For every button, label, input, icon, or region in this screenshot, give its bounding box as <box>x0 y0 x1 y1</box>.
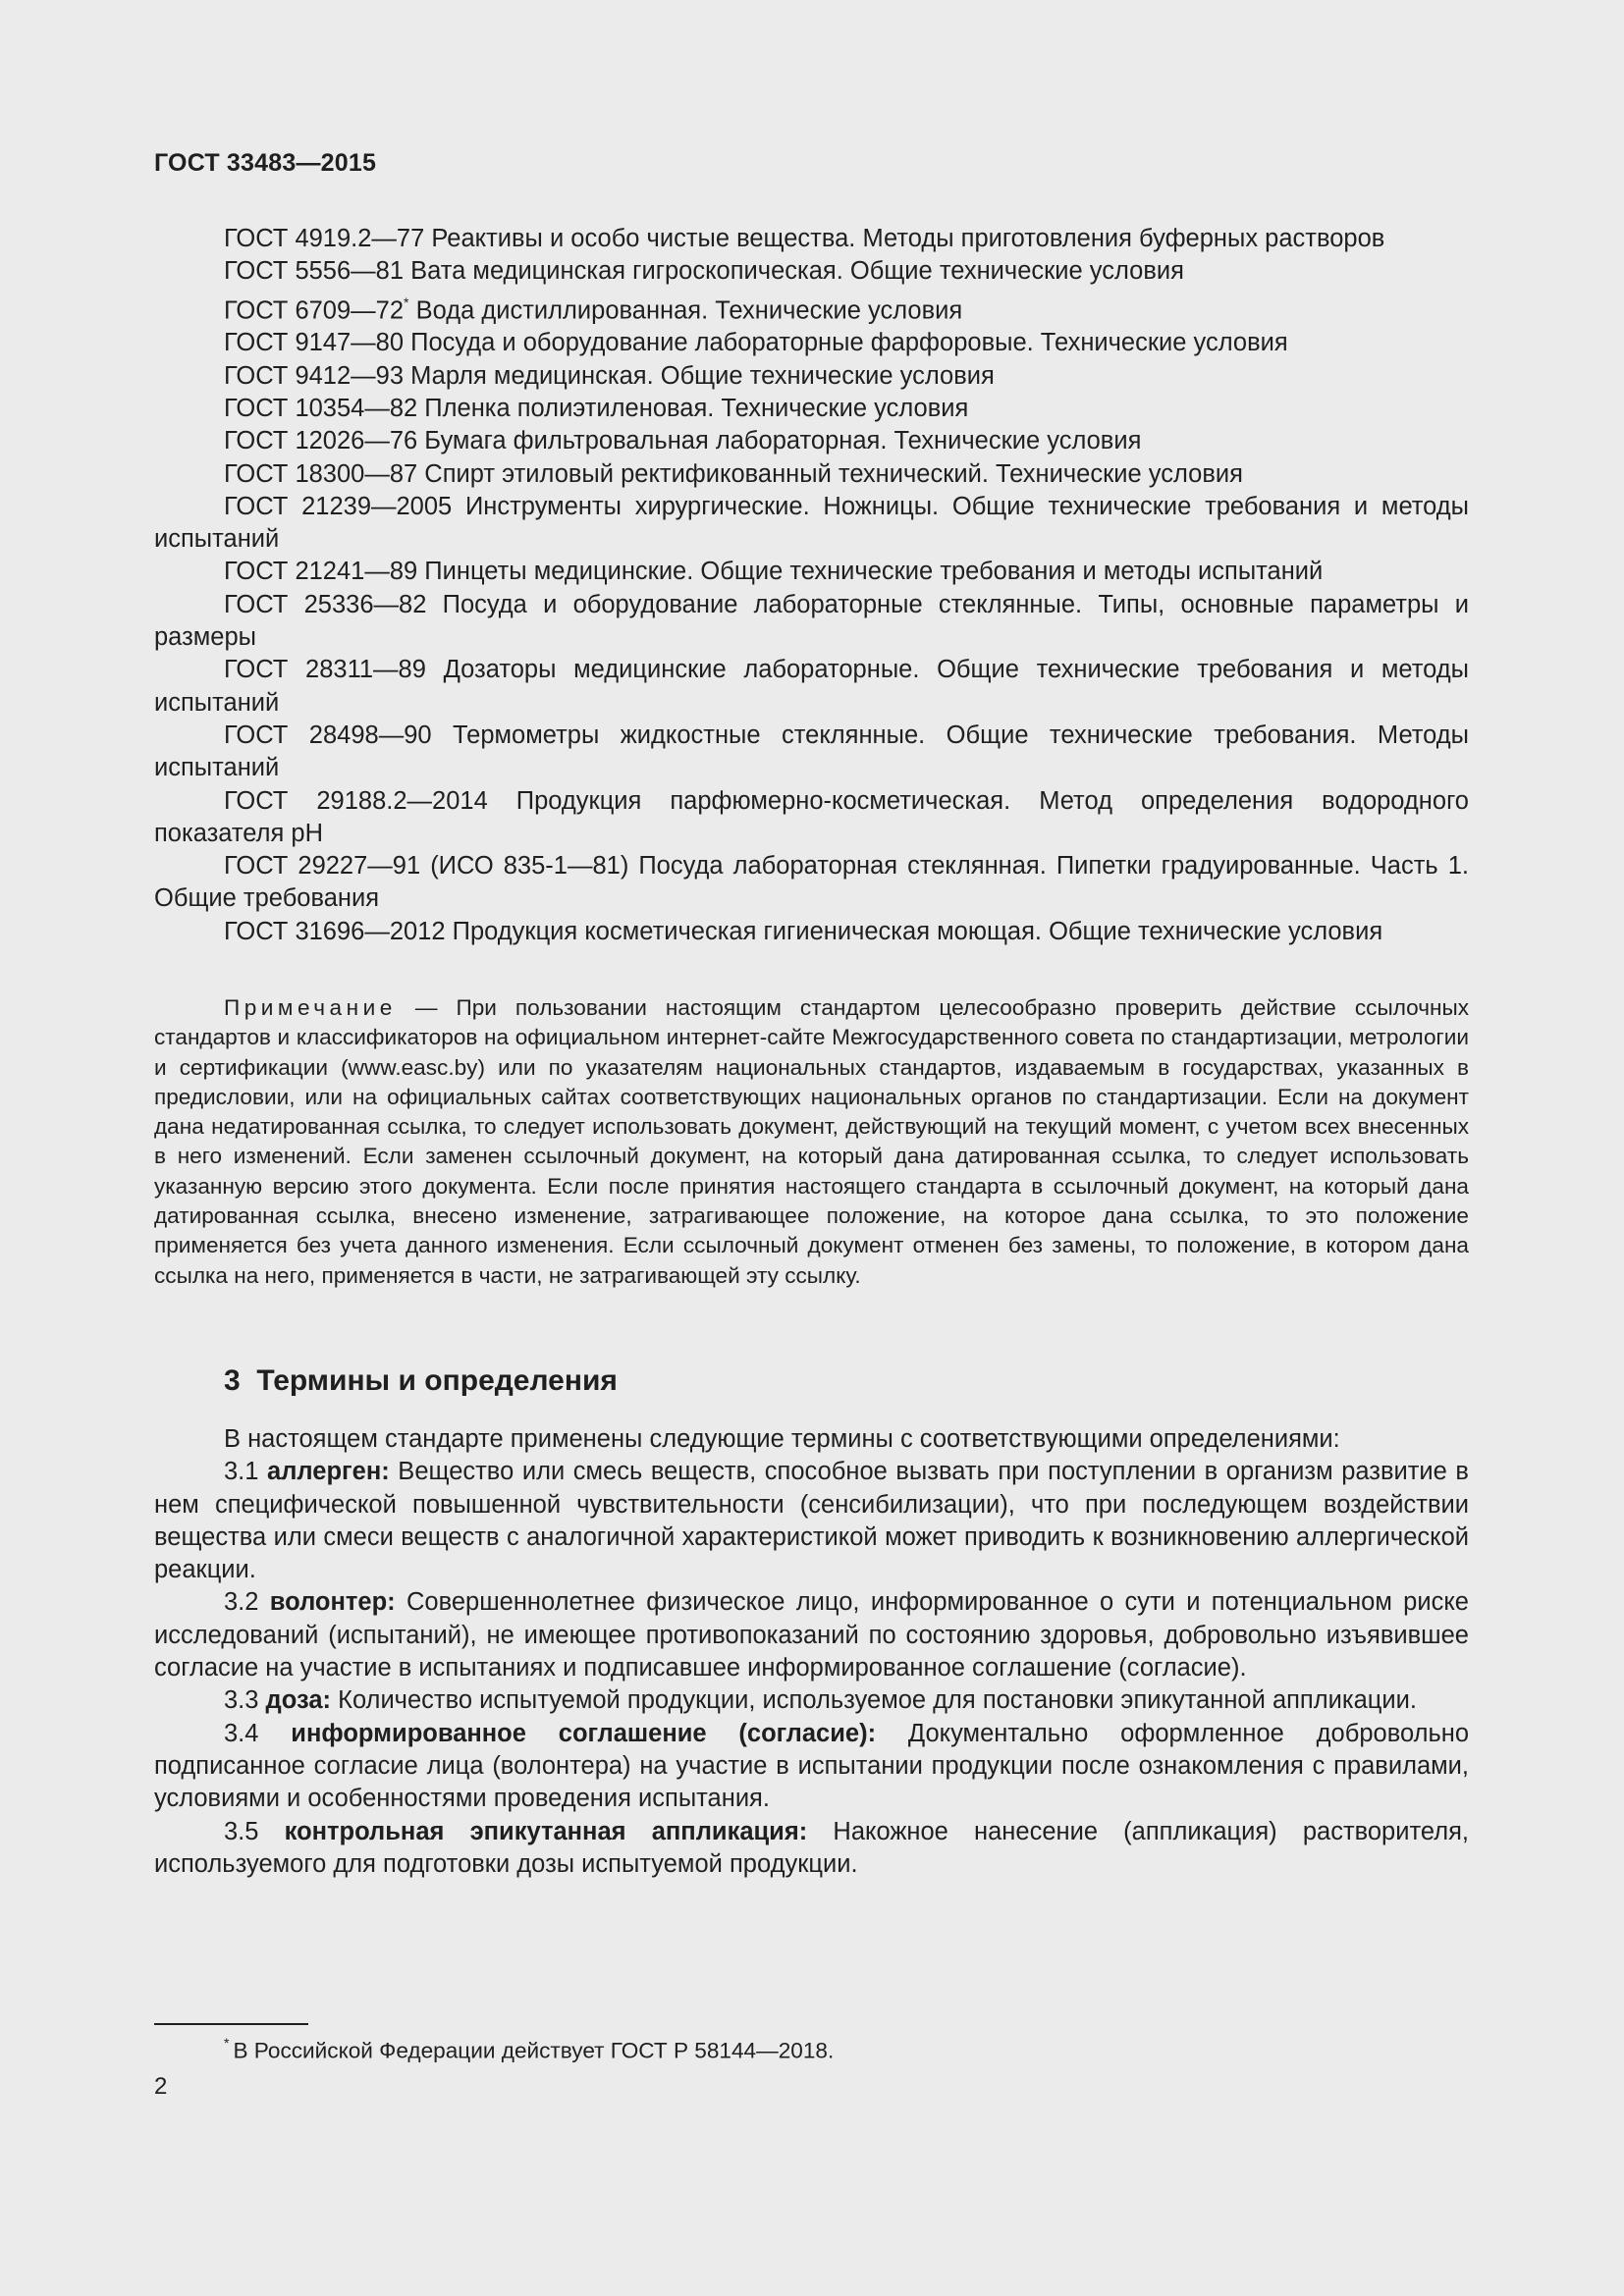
footnote-divider <box>154 2023 308 2025</box>
term-definition: Количество испытуемой продукции, используемое для постановки эпикутанной аппликации. <box>331 1686 1417 1715</box>
reference-item: ГОСТ 9147—80 Посуда и оборудование лабораторные фарфоровые. Технические условия <box>224 329 1288 357</box>
term-name: аллерген: <box>267 1458 390 1486</box>
term-name: контрольная эпикутанная аппликация: <box>284 1817 808 1845</box>
reference-item: ГОСТ 29188.2—2014 Продукция парфюмерно-косметическая. Метод определения водородного показателя pH <box>154 786 1469 847</box>
term-entry <box>154 1456 1469 1586</box>
term-entry <box>154 1684 1469 1717</box>
reference-item: ГОСТ 28311—89 Дозаторы медицинские лабораторные. Общие технические требования и методы испытаний <box>154 656 1469 717</box>
section-number: 3 <box>224 1364 241 1397</box>
footnote-text: В Российской Федерации действует ГОСТ Р 58144—2018. <box>233 2038 835 2063</box>
note-block <box>154 993 1469 1291</box>
term-definition: Накожное нанесение (аппликация) растворителя, используемого для подготовки дозы испытуемой продукции. <box>154 1817 1469 1878</box>
reference-item: ГОСТ 9412—93 Марля медицинская. Общие технические условия <box>224 361 995 390</box>
term-definition: Совершеннолетнее физическое лицо, информированное о сути и потенциальном риске исследований (испытаний), не имеющее противопоказаний по состоянию здоровья, добровольно изъявившее согласие на участие в испытаниях и подписавшее информированное соглашение (согласие). <box>154 1588 1469 1682</box>
term-definition: Документально оформленное добровольно подписанное согласие лица (волонтера) на участие в испытании продукции после ознакомления с правилами, условиями и особенностями проведения испытания. <box>154 1719 1470 1813</box>
reference-item: ГОСТ 21241—89 Пинцеты медицинские. Общие технические требования и методы испытаний <box>224 558 1324 586</box>
reference-item: ГОСТ 31696—2012 Продукция косметическая гигиеническая моющая. Общие технические условия <box>224 917 1383 945</box>
reference-item <box>154 289 1469 328</box>
note-label: Примечание <box>224 995 397 1020</box>
term-name: информированное соглашение (согласие): <box>291 1719 877 1747</box>
note-paragraph <box>154 993 1469 1291</box>
reference-text: Вода дистиллированная. Технические условия <box>408 296 963 325</box>
term-entry <box>154 1718 1469 1816</box>
term-name: доза: <box>265 1686 331 1715</box>
document-header: ГОСТ 33483—2015 <box>154 149 377 177</box>
reference-item: ГОСТ 25336—82 Посуда и оборудование лабораторные стеклянные. Типы, основные параметры и размеры <box>154 590 1469 652</box>
reference-item: ГОСТ 18300—87 Спирт этиловый ректификованный технический. Технические условия <box>224 459 1243 488</box>
term-name: волонтер: <box>269 1588 396 1617</box>
reference-item: ГОСТ 10354—82 Пленка полиэтиленовая. Технические условия <box>224 394 969 422</box>
reference-item: ГОСТ 5556—81 Вата медицинская гигроскопическая. Общие технические условия <box>224 257 1184 286</box>
term-number: 3.4 <box>224 1719 259 1747</box>
footnote <box>224 2030 834 2066</box>
footnote-marker: * <box>404 294 409 310</box>
term-entry <box>154 1816 1469 1882</box>
terms-list <box>154 1423 1469 1881</box>
term-number: 3.5 <box>224 1817 259 1845</box>
section-title: Термины и определения <box>256 1364 618 1397</box>
footnote-marker: * <box>224 2035 230 2051</box>
term-entry <box>154 1586 1469 1684</box>
term-number: 3.2 <box>224 1588 259 1617</box>
reference-list <box>154 223 1469 948</box>
reference-item: ГОСТ 21239—2005 Инструменты хирургические. Ножницы. Общие технические требования и методы испытаний <box>154 492 1469 554</box>
note-text: — При пользовании настоящим стандартом целесообразно проверить действие ссылочных стандартов и классификаторов на официальном интернет-сайте Межгосударственного совета по стандартизации, метрологии и сертификации (www.easc.by) или по указателям национальных стандартов, издаваемым в государствах, указанных в предисловии, или на официальных сайтах соответствующих национальных органов по стандартизации. Если на документ дана недатированная ссылка, то следует использовать документ, действующий на текущий момент, с учетом всех внесенных в него изменений. Если заменен ссылочный документ, на который дана датированная ссылка, то следует использовать указанную версию этого документа. Если после принятия настоящего стандарта в ссылочный документ, на который дана датированная ссылка, внесено изменение, затрагивающее положение, на которое дана ссылка, то это положение применяется без учета данного изменения. Если ссылочный документ отменен без замены, то положение, в котором дана ссылка на него, применяется в части, не затрагивающей эту ссылку. <box>154 995 1469 1288</box>
term-number: 3.3 <box>224 1686 259 1715</box>
section-heading <box>224 1364 618 1398</box>
term-definition: Вещество или смесь веществ, способное вызвать при поступлении в организм развитие в нем специфической повышенной чувствительности (сенсибилизации), что при последующем воздействии вещества или смеси веществ с аналогичной характеристикой может приводить к возникновению аллергической реакции. <box>154 1458 1469 1584</box>
page-number: 2 <box>154 2073 168 2100</box>
terms-intro: В настоящем стандарте применены следующие термины с соответствующими определениями: <box>224 1425 1340 1453</box>
reference-item: ГОСТ 29227—91 (ИСО 835-1—81) Посуда лабораторная стеклянная. Пипетки градуированные. Часть 1. Общие требования <box>154 852 1469 913</box>
reference-item: ГОСТ 4919.2—77 Реактивы и особо чистые вещества. Методы приготовления буферных растворов <box>224 225 1385 252</box>
term-number: 3.1 <box>224 1458 259 1486</box>
reference-item: ГОСТ 28498—90 Термометры жидкостные стеклянные. Общие технические требования. Методы испытаний <box>154 721 1469 782</box>
reference-item: ГОСТ 12026—76 Бумага фильтровальная лабораторная. Технические условия <box>224 427 1142 455</box>
reference-text: ГОСТ 6709—72 <box>224 296 405 325</box>
